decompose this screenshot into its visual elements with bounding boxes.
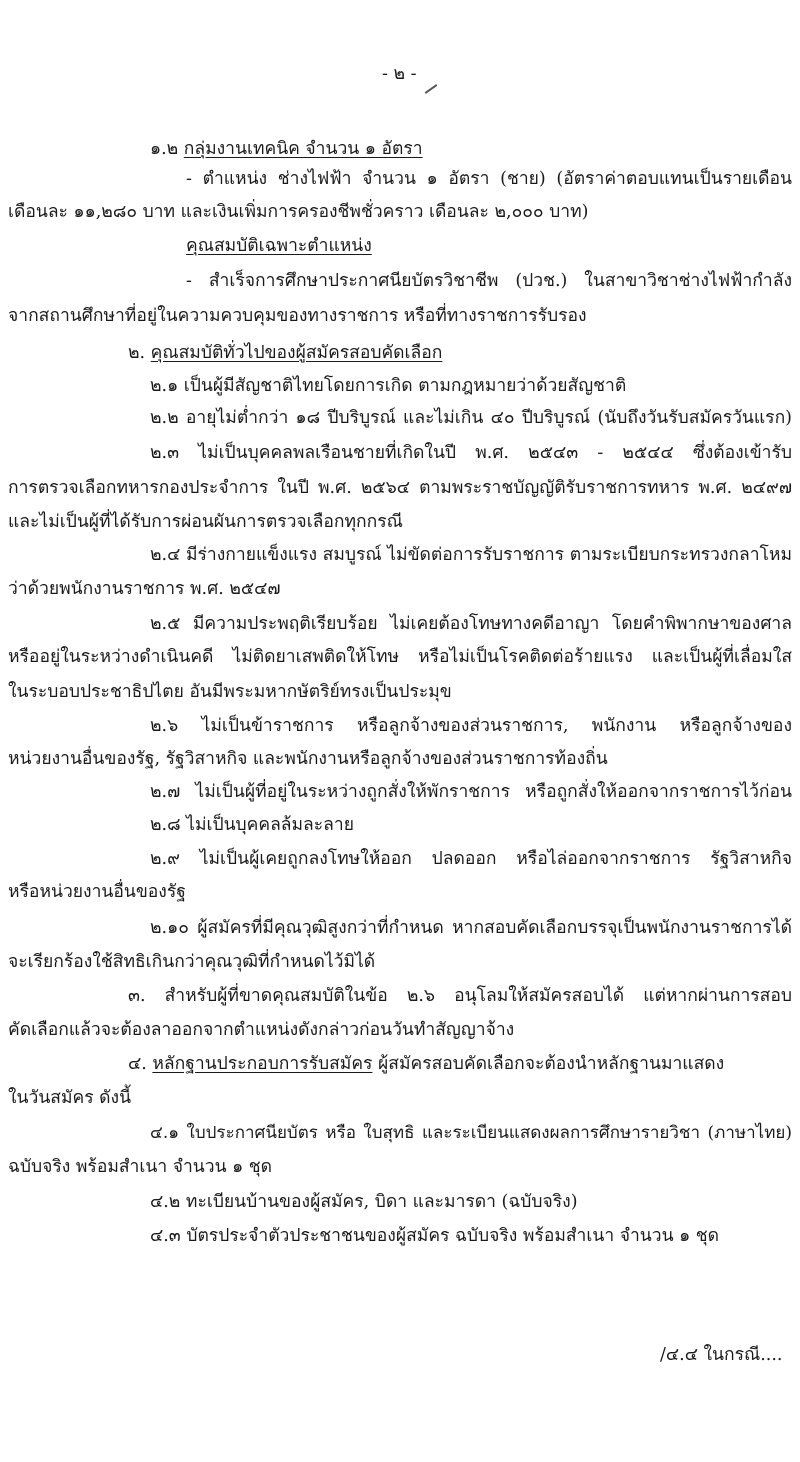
qualification-heading: คุณสมบัติเฉพาะตำแหน่ง (186, 236, 372, 256)
section-2-title: คุณสมบัติทั่วไปของผู้สมัครสอบคัดเลือก (150, 343, 443, 363)
position-line-2: เดือนละ ๑๑,๒๘๐ บาท และเงินเพิ่มการครองชีพชั่วคราว เดือนละ ๒,๐๐๐ บาท) (8, 202, 589, 222)
item-4-1-line-1: ๔.๑ ใบประกาศนียบัตร หรือ ใบสุทธิ และระเบียนแสดงผลการศึกษารายวิชา (ภาษาไทย) (150, 1123, 792, 1143)
page-number: - ๒ - (382, 64, 417, 84)
section-3-line-1: ๓. สำหรับผู้ที่ขาดคุณสมบัติในข้อ ๒.๖ อนุโลมให้สมัครสอบได้ แต่หากผ่านการสอบ (128, 986, 792, 1006)
item-2-5-line-2: หรืออยู่ในระหว่างดำเนินคดี ไม่ติดยาเสพติดให้โทษ หรือไม่เป็นโรคติดต่อร้ายแรง และเป็นผู้ที่เลื่อมใส (8, 647, 792, 667)
item-2-10-line-2: จะเรียกร้องใช้สิทธิเกินกว่าคุณวุฒิที่กำหนดไว้มิได้ (8, 952, 376, 972)
item-2-1: ๒.๑ เป็นผู้มีสัญชาติไทยโดยการเกิด ตามกฎหมายว่าด้วยสัญชาติ (150, 376, 627, 396)
item-2-3-line-3: และไม่เป็นผู้ที่ได้รับการผ่อนผันการตรวจเลือกทุกกรณี (8, 512, 403, 532)
section-1-2-number: ๑.๒ (150, 139, 184, 159)
section-2-heading (128, 341, 442, 365)
item-2-9-line-1: ๒.๙ ไม่เป็นผู้เคยถูกลงโทษให้ออก ปลดออก หรือไล่ออกจากราชการ รัฐวิสาหกิจ (150, 849, 792, 869)
continuation-note: /๔.๔ ในกรณี.... (660, 1345, 783, 1365)
section-4-number: ๔. (128, 1054, 153, 1074)
item-2-7: ๒.๗ ไม่เป็นผู้ที่อยู่ในระหว่างถูกสั่งให้พักราชการ หรือถูกสั่งให้ออกจากราชการไว้ก่อน (150, 782, 792, 802)
item-2-5-line-1: ๒.๕ มีความประพฤติเรียบร้อย ไม่เคยต้องโทษทางคดีอาญา โดยคำพิพากษาของศาล (150, 614, 792, 634)
pen-mark (425, 84, 438, 94)
item-2-9-line-2: หรือหน่วยงานอื่นของรัฐ (8, 882, 186, 902)
item-2-3-line-2: การตรวจเลือกทหารกองประจำการ ในปี พ.ศ. ๒๕๖๔ ตามพระราชบัญญัติรับราชการทหาร พ.ศ. ๒๔๙๗ (8, 478, 792, 498)
qualification-line-2: จากสถานศึกษาที่อยู่ในความควบคุมของทางราชการ หรือที่ทางราชการรับรอง (8, 306, 587, 326)
item-2-10-line-1: ๒.๑๐ ผู้สมัครที่มีคุณวุฒิสูงกว่าที่กำหนด หากสอบคัดเลือกบรรจุเป็นพนักงานราชการได้ (150, 918, 792, 938)
item-2-8: ๒.๘ ไม่เป็นบุคคลล้มละลาย (150, 815, 354, 835)
item-2-6-line-1: ๒.๖ ไม่เป็นข้าราชการ หรือลูกจ้างของส่วนราชการ, พนักงาน หรือลูกจ้างของ (150, 716, 792, 736)
section-1-2-heading (150, 137, 423, 161)
item-2-4-line-1: ๒.๔ มีร่างกายแข็งแรง สมบูรณ์ ไม่ขัดต่อการรับราชการ ตามระเบียบกระทรวงกลาโหม (150, 545, 792, 565)
item-2-5-line-3: ในระบอบประชาธิปไตย อันมีพระมหากษัตริย์ทรงเป็นประมุข (8, 682, 452, 702)
item-2-6-line-2: หน่วยงานอื่นของรัฐ, รัฐวิสาหกิจ และพนักงานหรือลูกจ้างของส่วนราชการท้องถิ่น (8, 749, 608, 769)
section-1-2-title: กลุ่มงานเทคนิค จำนวน ๑ อัตรา (183, 139, 423, 159)
section-4-heading (128, 1052, 724, 1076)
section-4-title: หลักฐานประกอบการรับสมัคร (152, 1054, 373, 1074)
item-2-3-line-1: ๒.๓ ไม่เป็นบุคคลพลเรือนชายที่เกิดในปี พ.ศ. ๒๕๔๓ - ๒๕๔๔ ซึ่งต้องเข้ารับ (150, 443, 792, 463)
item-4-1-line-2: ฉบับจริง พร้อมสำเนา จำนวน ๑ ชุด (8, 1157, 273, 1177)
item-2-2: ๒.๒ อายุไม่ต่ำกว่า ๑๘ ปีบริบูรณ์ และไม่เกิน ๔๐ ปีบริบูรณ์ (นับถึงวันรับสมัครวันแรก) (150, 408, 792, 428)
qualification-line-1: - สำเร็จการศึกษาประกาศนียบัตรวิชาชีพ (ปวช.) ในสาขาวิชาช่างไฟฟ้ากำลัง (186, 271, 792, 291)
section-4-line-2: ในวันสมัคร ดังนี้ (8, 1088, 132, 1108)
item-4-2: ๔.๒ ทะเบียนบ้านของผู้สมัคร, บิดา และมารดา (ฉบับจริง) (150, 1192, 578, 1212)
section-4-rest: ผู้สมัครสอบคัดเลือกจะต้องนำหลักฐานมาแสดง (372, 1054, 725, 1074)
position-line-1: - ตำแหน่ง ช่างไฟฟ้า จำนวน ๑ อัตรา (ชาย) (อัตราค่าตอบแทนเป็นรายเดือน (186, 169, 792, 189)
section-2-number: ๒. (128, 343, 151, 363)
section-3-line-2: คัดเลือกแล้วจะต้องลาออกจากตำแหน่งดังกล่าวก่อนวันทำสัญญาจ้าง (8, 1020, 515, 1040)
item-4-3: ๔.๓ บัตรประจำตัวประชาชนของผู้สมัคร ฉบับจริง พร้อมสำเนา จำนวน ๑ ชุด (150, 1226, 720, 1246)
item-2-4-line-2: ว่าด้วยพนักงานราชการ พ.ศ. ๒๕๔๗ (8, 579, 281, 599)
